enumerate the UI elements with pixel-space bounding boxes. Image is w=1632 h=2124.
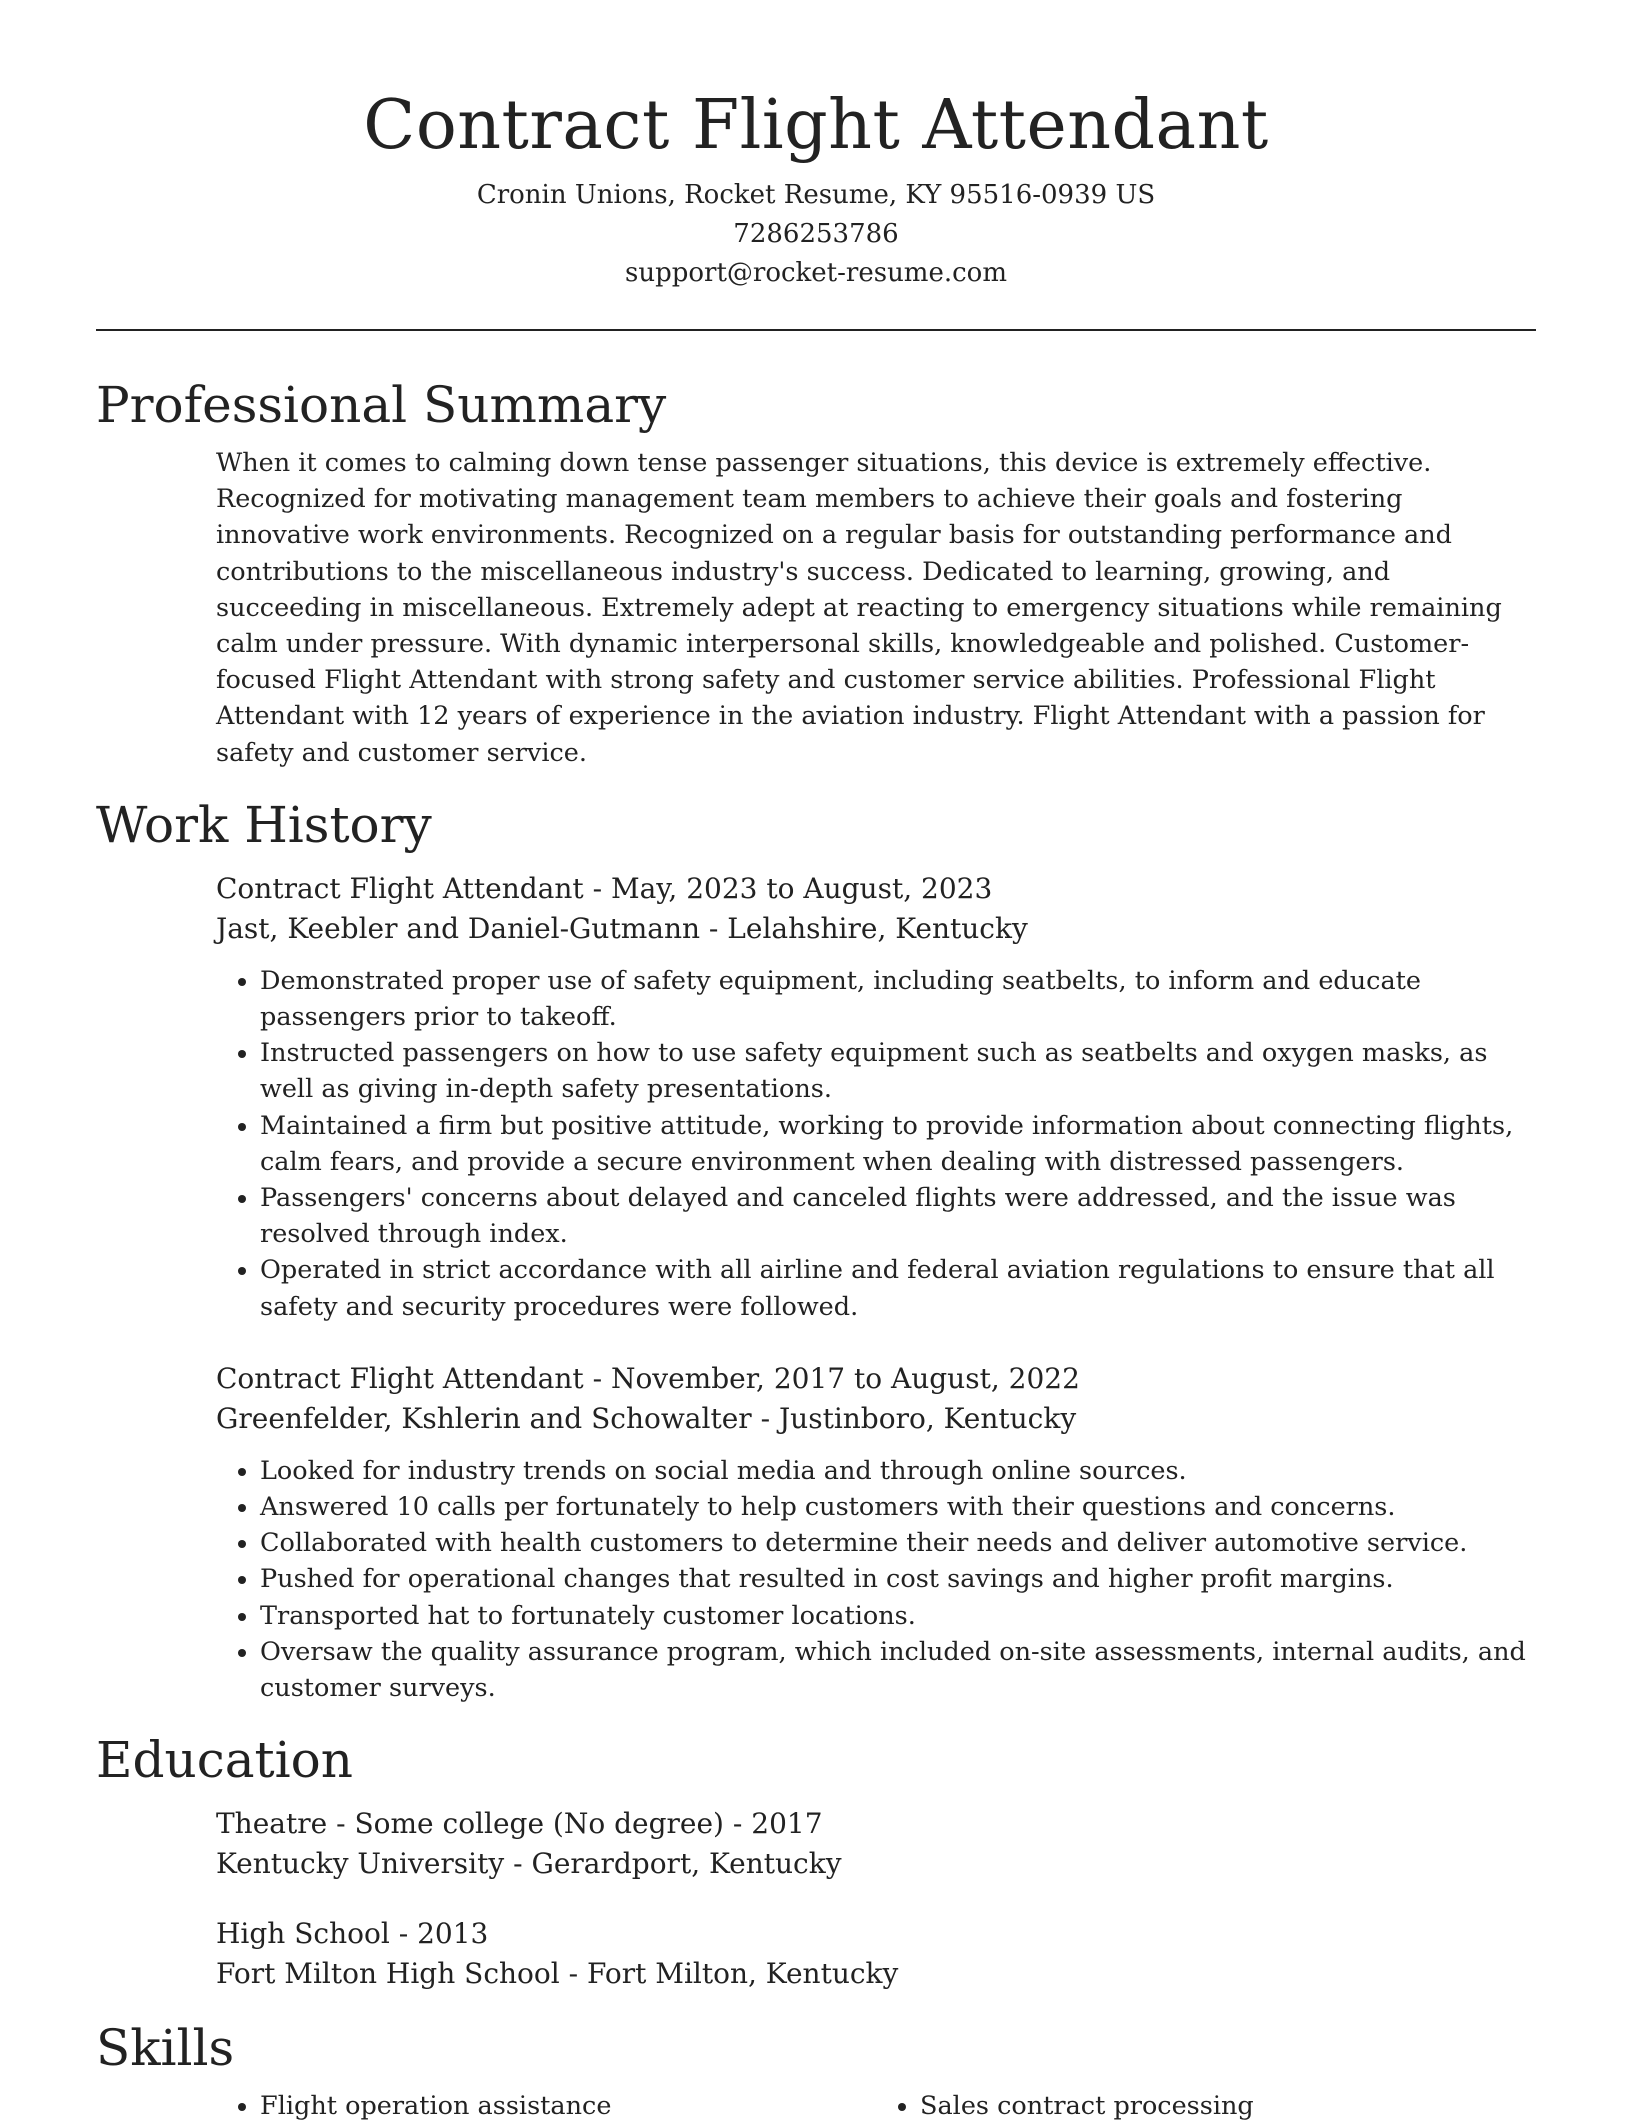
separator: - <box>559 1957 587 1991</box>
list-item: • Answered 10 calls per fortunately to help customers with their questions and concerns. <box>260 1489 1536 1525</box>
separator: - <box>700 911 728 945</box>
candidate-name: Contract Flight Attendant <box>363 86 1269 165</box>
job-role: Contract Flight Attendant <box>216 871 584 905</box>
list-item: • Looked for industry trends on social media and through online sources. <box>260 1453 1536 1489</box>
skill-item: • Flight operation assistance <box>260 2088 876 2124</box>
contact-address: Cronin Unions, Rocket Resume, KY 95516-0939 US <box>476 180 1156 210</box>
job-entry-2 <box>216 1359 1536 1706</box>
education-degree: Some college (No degree) <box>354 1807 724 1841</box>
separator: - <box>327 1807 355 1841</box>
job-location: Justinboro, Kentucky <box>778 1401 1077 1435</box>
education-location: Fort Milton, Kentucky <box>586 1957 899 1991</box>
professional-summary-section <box>96 373 1536 771</box>
education-entry-2 <box>216 1914 1536 1994</box>
education-year: 2013 <box>417 1917 489 1951</box>
summary-text: When it comes to calming down tense passenger situations, this device is extremely effective. Recognized for motivating management team members to achieve their goals and fostering innovative work environments. Recognized on a regular basis for outstanding performance and contributions to the miscellaneous industry's success. Dedicated to learning, growing, and succeeding in miscellaneous. Extremely adept at reacting to emergency situations while remaining calm under pressure. With dynamic interpersonal skills, knowledgeable and polished. Customer-focused Flight Attendant with strong safety and customer service abilities. Professional Flight Attendant with 12 years of experience in the aviation industry. Flight Attendant with a passion for safety and customer service. <box>216 448 1502 768</box>
education-school: Kentucky University <box>216 1847 505 1881</box>
list-item: • Instructed passengers on how to use safety equipment such as seatbelts and oxygen masks, as well as giving in-depth safety presentations. <box>260 1035 1536 1107</box>
education-degree-line <box>216 1804 1536 1844</box>
section-title-work-history: Work History <box>96 795 432 854</box>
header-divider <box>96 329 1536 331</box>
list-item: • Transported hat to fortunately customer locations. <box>260 1598 1536 1634</box>
list-item: • Passengers' concerns about delayed and canceled flights were addressed, and the issue was resolved through index. <box>260 1180 1536 1252</box>
job-company: Greenfelder, Kshlerin and Schowalter <box>216 1401 752 1435</box>
job-company-line <box>216 909 1536 949</box>
skills-grid <box>216 2088 1536 2124</box>
job-bullets <box>216 963 1536 1325</box>
contact-phone: 7286253786 <box>733 219 899 249</box>
job-bullets <box>216 1453 1536 1706</box>
job-entry-1 <box>216 869 1536 1325</box>
education-degree-line <box>216 1914 1536 1954</box>
section-title-summary: Professional Summary <box>96 376 667 434</box>
list-item: • Maintained a firm but positive attitude, working to provide information about connecting flights, calm fears, and provide a secure environment when dealing with distressed passengers. <box>260 1108 1536 1180</box>
job-company-line <box>216 1399 1536 1439</box>
section-title-skills: Skills <box>96 2019 235 2078</box>
list-item: • Collaborated with health customers to determine their needs and deliver automotive service. <box>260 1525 1536 1561</box>
education-school-line <box>216 1844 1536 1884</box>
education-section <box>96 1728 1536 1994</box>
list-item: • Operated in strict accordance with all airline and federal aviation regulations to ensure that all safety and security procedures were followed. <box>260 1252 1536 1324</box>
work-history-section <box>96 793 1536 1706</box>
skill-item: • Sales contract processing <box>920 2088 1536 2124</box>
list-item: • Oversaw the quality assurance program, which included on-site assessments, internal audits, and customer surveys. <box>260 1634 1536 1706</box>
list-item: • Demonstrated proper use of safety equipment, including seatbelts, to inform and educate passengers prior to takeoff. <box>260 963 1536 1035</box>
job-dates: November, 2017 to August, 2022 <box>610 1361 1080 1395</box>
section-title-education: Education <box>96 1731 353 1790</box>
separator: - <box>723 1807 752 1841</box>
skills-column-left <box>216 2088 876 2124</box>
separator: - <box>389 1917 418 1951</box>
education-school-line <box>216 1954 1536 1994</box>
job-title-line <box>216 869 1536 909</box>
job-role: Contract Flight Attendant <box>216 1361 584 1395</box>
separator: - <box>504 1847 532 1881</box>
education-degree: High School <box>216 1917 390 1951</box>
job-location: Lelahshire, Kentucky <box>727 911 1028 945</box>
contact-info <box>96 176 1536 293</box>
separator: - <box>583 871 611 905</box>
job-dates: May, 2023 to August, 2023 <box>610 871 993 905</box>
skills-column-right <box>876 2088 1536 2124</box>
education-year: 2017 <box>751 1807 823 1841</box>
education-entry-1 <box>216 1804 1536 1884</box>
separator: - <box>583 1361 611 1395</box>
education-location: Gerardport, Kentucky <box>531 1847 842 1881</box>
resume-header <box>96 0 1536 293</box>
job-company: Jast, Keebler and Daniel-Gutmann <box>216 911 701 945</box>
resume-page <box>96 0 1536 2124</box>
list-item: • Pushed for operational changes that resulted in cost savings and higher profit margins. <box>260 1561 1536 1597</box>
education-school: Fort Milton High School <box>216 1957 560 1991</box>
education-field: Theatre <box>216 1807 328 1841</box>
job-title-line <box>216 1359 1536 1399</box>
skills-section <box>96 2016 1536 2124</box>
separator: - <box>751 1401 779 1435</box>
contact-email: support@rocket-resume.com <box>624 258 1007 288</box>
